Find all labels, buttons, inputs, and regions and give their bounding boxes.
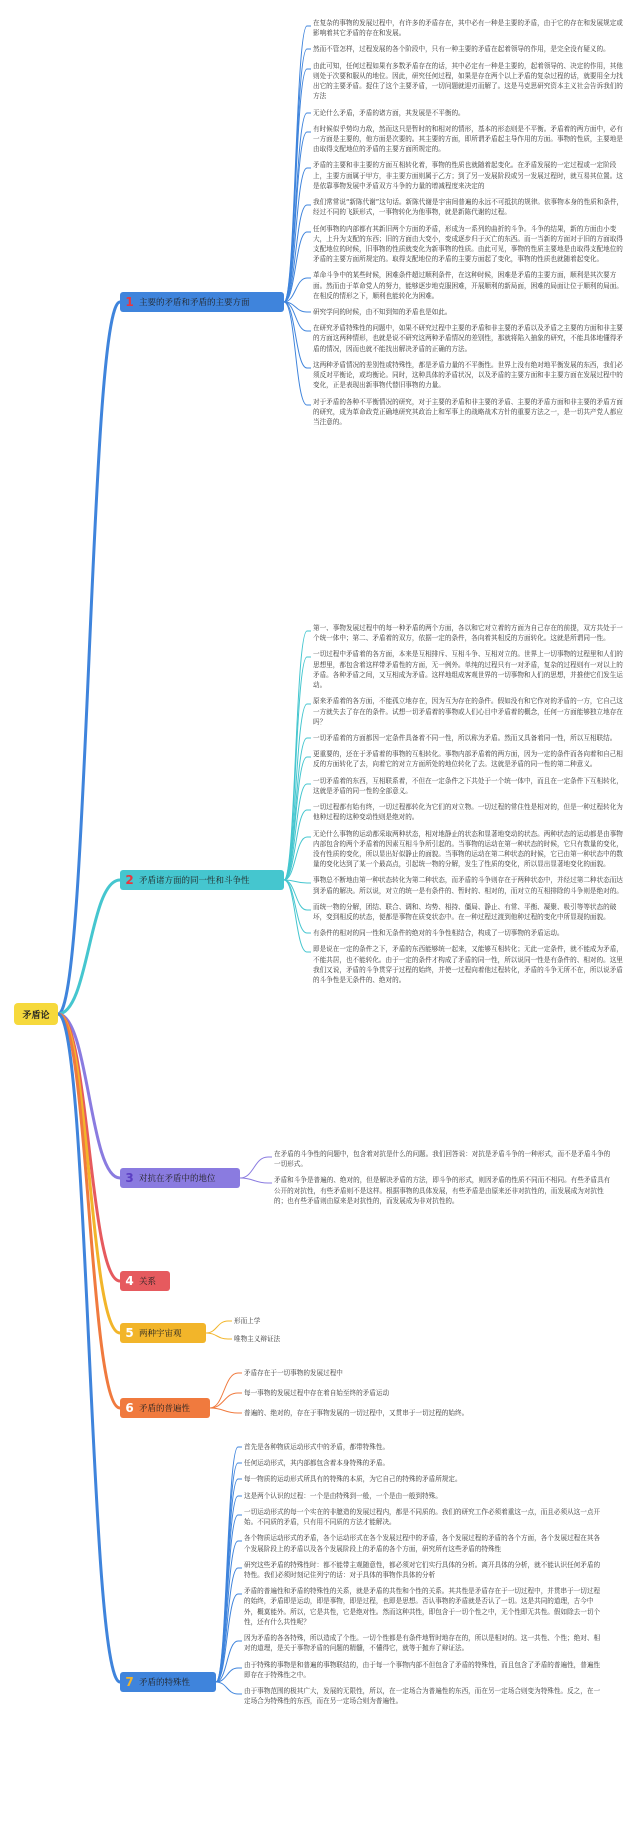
leaf-connector [216, 1496, 238, 1682]
leaf-node[interactable]: 唯物主义辩证法 [234, 1335, 281, 1344]
branch-number: 2 [125, 873, 134, 887]
leaf-node[interactable]: 在研究矛盾特殊性的问题中，如果不研究过程中主要的矛盾和非主要的矛盾以及矛盾之主要的方面和非主要的方面这两种情形，也就是说不研究这两种矛盾情况的差别性，那就将陷入抽象的研究，不能具体地懂得矛盾的情况，因而也就不能找出解决矛盾的正确的方法。 [313, 324, 623, 353]
branch-number: 3 [125, 1171, 134, 1185]
branch-connector [58, 1014, 120, 1281]
leaf-connector [210, 1393, 238, 1408]
leaf-node[interactable]: 我们常常说“新陈代谢”这句话。新陈代谢是宇宙间普遍的永远不可抵抗的规律。依事物本身的性质和条件，经过不同的飞跃形式，一事物转化为他事物，就是新陈代谢的过程。 [313, 198, 624, 217]
leaf-node[interactable]: 研究这些矛盾的特殊性时：都不能带主观随意性，都必须对它们实行具体的分析。离开具体的分析，就不能认识任何矛盾的特性。我们必须时刻记住列宁的话：对于具体的事物作具体的分析 [244, 1560, 601, 1579]
leaf-connector [210, 1408, 238, 1413]
branch-connector [58, 1014, 120, 1682]
branch-1[interactable] [120, 292, 284, 312]
leaf-connector [284, 26, 307, 302]
root-node[interactable] [14, 1003, 58, 1025]
leaf-node[interactable]: 第一、事物发展过程中的每一种矛盾的两个方面，各以和它对立着的方面为自己存在的前提，双方共处于一个统一体中；第二、矛盾着的双方，依据一定的条件，各向着其相反的方面转化。这就是所谓同一性。 [313, 624, 623, 643]
branch-connector [58, 302, 120, 1014]
leaf-node[interactable]: 这是两个认识的过程：一个是由特殊到一般，一个是由一般到特殊。 [244, 1491, 442, 1500]
branch-7-leaves [244, 1442, 604, 1712]
leaf-connector [206, 1321, 228, 1333]
leaf-node[interactable]: 在矛盾的斗争性的问题中，包含着对抗是什么的问题。我们回答说：对抗是矛盾斗争的一种形式，而不是矛盾斗争的一切形式。 [274, 1150, 611, 1169]
branch-label: 对抗在矛盾中的地位 [139, 1174, 216, 1184]
branch-label: 矛盾的普遍性 [139, 1404, 191, 1414]
leaf-node[interactable]: 革命斗争中的某些时候，困难条件超过顺利条件，在这种时候，困难是矛盾的主要方面，顺利是其次要方面。然而由于革命党人的努力，能够逐步地克服困难，开展顺利的新局面，困难的局面让位于顺利的局面。在相反的情形之下，顺利也能转化为困难。 [313, 271, 623, 300]
leaf-node[interactable]: 矛盾和斗争是普遍的、绝对的，但是解决矛盾的方法，即斗争的形式，则因矛盾的性质不同而不相同。有些矛盾具有公开的对抗性，有些矛盾则不是这样。根据事物的具体发展，有些矛盾是由原来还非对抗性的，而发展成为对抗性的；也有些矛盾则由原来是对抗性的，而发展成为非对抗性的。 [274, 1176, 611, 1205]
branch-number: 5 [125, 1326, 134, 1340]
leaf-node[interactable]: 一切过程中矛盾着的各方面，本来是互相排斥、互相斗争、互相对立的。世界上一切事物的过程里和人们的思想里，都包含着这样带矛盾性的方面，无一例外。单纯的过程只有一对矛盾，复杂的过程则有一对以上的矛盾。各种矛盾之间，又互相成为矛盾。这样地组成客观世界的一切事物和人们的思想，并推使它们发生运动。 [313, 650, 623, 690]
leaf-node[interactable]: 原来矛盾着的各方面，不能孤立地存在，因为互为存在的条件。假如没有和它作对的矛盾的一方，它自己这一方就失去了存在的条件。试想一切矛盾着的事物或人们心目中矛盾着的概念，任何一方面能够独立地存在吗？ [313, 697, 623, 726]
branch-6-leaves [244, 1368, 624, 1429]
branch-5[interactable] [120, 1323, 206, 1343]
leaf-node[interactable]: 然而不管怎样，过程发展的各个阶段中，只有一种主要的矛盾在起着领导的作用，是完全没有疑义的。 [313, 45, 610, 54]
branch-5-leaves [234, 1316, 394, 1352]
branch-2[interactable] [120, 870, 284, 890]
branch-6[interactable] [120, 1398, 210, 1418]
leaf-node[interactable]: 每一事物的发展过程中存在着自始至终的矛盾运动 [244, 1389, 390, 1398]
branch-number: 4 [125, 1274, 134, 1288]
branch-4[interactable] [120, 1271, 170, 1291]
leaf-node[interactable]: 矛盾的普遍性和矛盾的特殊性的关系，就是矛盾的共性和个性的关系。其共性是矛盾存在于一切过程中，并贯串于一切过程的始终，矛盾即是运动，即是事物，即是过程，也即是思想。否认事物的矛盾就是否认了一切。这是共同的道理，古今中外，概莫能外。所以，它是共性，它是绝对性。然而这种共性，即包含于一切个性之中，无个性即无共性。假如除去一切个性，还有什么共性呢？ [244, 1587, 601, 1626]
branch-3[interactable] [120, 1168, 240, 1188]
branch-7[interactable] [120, 1672, 216, 1692]
leaf-node[interactable]: 形而上学 [234, 1317, 261, 1325]
leaf-connector [284, 704, 307, 880]
leaf-node[interactable]: 而统一物的分解，团结、联合、调和、均势、相持、僵局、静止、有常、平衡、凝聚、吸引等等状态的破坏，变到相反的状态，便都是事物在质变状态中。在一种过程过渡到他种过程的变化中所显现的面貌。 [313, 902, 617, 922]
branch-3-leaves [274, 1149, 614, 1212]
leaf-node[interactable]: 研究学问的时候，由不知到知的矛盾也是如此。 [313, 308, 452, 317]
leaf-node[interactable]: 无论什么矛盾，矛盾的诸方面，其发展是不平衡的。 [313, 108, 465, 117]
branch-number: 7 [125, 1675, 134, 1689]
leaf-connector [284, 880, 307, 933]
branch-2-leaves [313, 623, 628, 991]
branch-label: 关系 [139, 1277, 157, 1287]
branch-1-leaves [313, 18, 628, 433]
leaf-node[interactable]: 即是说在一定的条件之下，矛盾的东西能够统一起来，又能够互相转化；无此一定条件，就不能成为矛盾，不能共居，也不能转化。由于一定的条件才构成了矛盾的同一性，所以说同一性是有条件的、相对的。这里我们又说，矛盾的斗争贯穿于过程的始终，并使一过程向着他过程转化，矛盾的斗争无所不在，所以说矛盾的斗争性是无条件的、绝对的。 [313, 945, 623, 985]
branch-number: 6 [125, 1401, 134, 1415]
leaf-node[interactable]: 一切矛盾着的方面都因一定条件具备着不同一性，所以称为矛盾。然而又具备着同一性，所以互相联结。 [313, 733, 617, 742]
leaf-node[interactable]: 首先是各种物质运动形式中的矛盾，都带特殊性。 [244, 1443, 390, 1451]
leaf-node[interactable]: 一切运动形式的每一个实在的非臆造的发展过程内，都是不同质的。我们的研究工作必须着重这一点，而且必须从这一点开始。不同质的矛盾，只有用不同质的方法才能解决。 [244, 1507, 601, 1527]
leaf-connector [240, 1157, 268, 1178]
leaf-node[interactable]: 每一物质的运动形式所具有的特殊的本质，为它自己的特殊的矛盾所规定。 [244, 1475, 462, 1484]
leaf-node[interactable]: 无论什么事物的运动都采取两种状态，相对地静止的状态和显著地变动的状态。两种状态的运动都是由事物内部包含的两个矛盾着的因素互相斗争所引起的。当事物的运动在第一种状态的时候，它只有数量的变化，没有性质的变化，所以显出好似静止的面貌。当事物的运动在第二种状态的时候，它已由第一种状态中的数量的变化达到了某一个最高点，引起统一物的分解，发生了性质的变化，所以显出显著地变化的面貌。 [313, 829, 623, 869]
leaf-connector [216, 1479, 238, 1682]
leaf-node[interactable]: 这两种矛盾情况的差别性或特殊性，都是矛盾力量的不平衡性。世界上没有绝对地平衡发展的东西，我们必须反对平衡论，或均衡论。同时，这种具体的矛盾状况，以及矛盾的主要方面和非主要方面在发展过程中的变化，正是表现出新事物代替旧事物的力量。 [313, 360, 623, 390]
leaf-node[interactable]: 事物总不断地由第一种状态转化为第二种状态，而矛盾的斗争则存在于两种状态中，并经过第二种状态而达到矛盾的解决。所以说，对立的统一是有条件的、暂时的、相对的，而对立的互相排除的斗争则是绝对的。 [313, 876, 623, 895]
branch-label: 矛盾的特殊性 [139, 1678, 191, 1688]
leaf-node[interactable]: 矛盾的主要和非主要的方面互相转化着，事物的性质也就随着起变化。在矛盾发展的一定过程或一定阶段上，主要方面属于甲方，非主要方面则属于乙方；到了另一发展阶段或另一发展过程时，就互易其位置。这是依靠事物发展中矛盾双方斗争的力量的增减程度来决定的 [313, 161, 623, 190]
leaf-node[interactable]: 在复杂的事物的发展过程中，有许多的矛盾存在，其中必有一种是主要的矛盾，由于它的存在和发展规定或影响着其它矛盾的存在和发展。 [313, 19, 623, 38]
leaf-connector [240, 1178, 268, 1183]
leaf-connector [210, 1373, 238, 1408]
leaf-node[interactable]: 由此可知，任何过程如果有多数矛盾存在的话，其中必定有一种是主要的，起着领导的、决定的作用，其他则处于次要和服从的地位。因此，研究任何过程，如果是存在两个以上矛盾的复杂过程的话，就要用全力找出它的主要矛盾。捉住了这个主要矛盾，一切问题就迎刃而解了。这是马克思研究资本主义社会告诉我们的方法 [313, 61, 623, 101]
leaf-connector [216, 1515, 238, 1682]
leaf-connector [216, 1682, 238, 1694]
branch-label: 两种宇宙观 [139, 1329, 182, 1339]
leaf-node[interactable]: 由于特殊的事物是和普遍的事物联结的，由于每一个事物内部不但包含了矛盾的特殊性，而且包含了矛盾的普遍性，普遍性即存在于特殊性之中。 [244, 1660, 601, 1679]
leaf-node[interactable]: 一切矛盾着的东西，互相联系着，不但在一定条件之下共处于一个统一体中，而且在一定条件下互相转化，这就是矛盾的同一性的全部意义。 [313, 776, 623, 795]
leaf-node[interactable]: 普遍的、绝对的，存在于事物发展的一切过程中，又贯串于一切过程的始终。 [244, 1409, 469, 1418]
leaf-node[interactable]: 各个物质运动形式的矛盾，各个运动形式在各个发展过程中的矛盾，各个发展过程的矛盾的各个方面，各个发展过程在其各个发展阶段上的矛盾以及各个发展阶段上的矛盾的各个方面，研究所有这些矛盾的特殊性 [244, 1534, 601, 1553]
leaf-node[interactable]: 矛盾存在于一切事物的发展过程中 [244, 1369, 343, 1377]
leaf-node[interactable]: 任何事物的内部都有其新旧两个方面的矛盾，形成为一系列的曲折的斗争。斗争的结果，新的方面由小变大，上升为支配的东西；旧的方面由大变小，变成逐步归于灭亡的东西。而一当新的方面对于旧的方面取得支配地位的时候，旧事物的性质就变化为新事物的性质。由此可见，事物的性质主要地是由取得支配地位的矛盾的主要方面所规定的。取得支配地位的矛盾的主要方面起了变化，事物的性质也就随着起变化。 [313, 224, 623, 264]
leaf-node[interactable]: 由于事物范围的极其广大，发展的无限性，所以，在一定场合为普遍性的东西，而在另一定场合则变为特殊性。反之，在一定场合为特殊性的东西，而在另一定场合则为普遍性。 [244, 1686, 601, 1706]
leaf-node[interactable]: 有时候似乎势均力敌，然而这只是暂时的和相对的情形，基本的形态则是不平衡。矛盾着的两方面中，必有一方面是主要的，他方面是次要的。其主要的方面，即所谓矛盾起主导作用的方面。事物的性质，主要地是由取得支配地位的矛盾的主要方面所规定的。 [313, 124, 623, 154]
root-label: 矛盾论 [22, 1010, 50, 1021]
branch-number: 1 [125, 295, 134, 309]
leaf-connector [284, 880, 307, 952]
leaf-node[interactable]: 更重要的，还在于矛盾着的事物的互相转化。事物内部矛盾着的两方面，因为一定的条件而各向着和自己相反的方面转化了去，向着它的对立方面所处的地位转化了去。这就是矛盾的同一性的第二种意义。 [313, 750, 623, 769]
leaf-node[interactable]: 任何运动形式，其内部都包含着本身特殊的矛盾。 [244, 1459, 390, 1468]
leaf-node[interactable]: 因为矛盾的各各特殊，所以造成了个性。一切个性都是有条件地暂时地存在的，所以是相对的。这一共性、个性；绝对、相对的道理，是关于事物矛盾的问题的精髓，不懂得它，就等于抛弃了辩证法。 [244, 1634, 601, 1653]
leaf-connector [206, 1333, 228, 1339]
leaf-node[interactable]: 对于矛盾的各种不平衡情况的研究，对于主要的矛盾和非主要的矛盾、主要的矛盾方面和非主要的矛盾方面的研究，成为革命政党正确地研究其政治上和军事上的战略战术方针的重要方法之一，是一切共产党人都应当注意的。 [313, 397, 623, 426]
leaf-node[interactable]: 一切过程都有始有终，一切过程都转化为它们的对立物。一切过程的常住性是相对的，但是一种过程转化为他种过程的这种变动性则是绝对的。 [313, 803, 623, 822]
branch-label: 主要的矛盾和矛盾的主要方面 [139, 298, 250, 308]
leaf-node[interactable]: 有条件的相对的同一性和无条件的绝对的斗争性相结合，构成了一切事物的矛盾运动。 [313, 929, 564, 938]
branch-label: 矛盾诸方面的同一性和斗争性 [139, 876, 250, 886]
